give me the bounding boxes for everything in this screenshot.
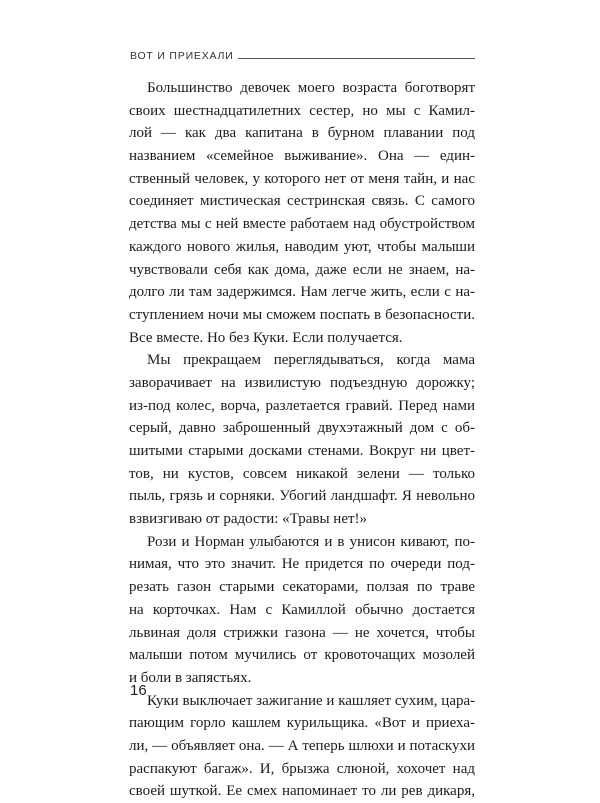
text-line: ступлением ночи мы сможем поспать в безопасности. bbox=[129, 306, 475, 323]
text-line: своей шуткой. Ее смех напоминает то ли рев дикаря, bbox=[129, 783, 475, 800]
text-line: резать газон старыми секаторами, ползая по траве bbox=[129, 579, 475, 596]
text-line: из-под колес, ворча, разлетается гравий. Перед нами bbox=[129, 397, 475, 414]
text-line: взвизгиваю от радости: «Травы нет!» bbox=[129, 511, 368, 528]
text-line: каждого нового жилья, наводим уют, чтобы малыши bbox=[129, 238, 475, 255]
text-line: тов, ни кустов, совсем никакой зелени — только bbox=[129, 465, 475, 482]
text-line: ли, — объявляет она. — А теперь шлюхи и потаскухи bbox=[129, 737, 475, 754]
text-line: Рози и Норман улыбаются и в унисон кивают, по- bbox=[147, 533, 475, 550]
text-line: и боли в запястьях. bbox=[129, 669, 252, 686]
text-line: Все вместе. Но без Куки. Если получается. bbox=[129, 329, 403, 346]
text-line: Куки выключает зажигание и кашляет сухим, цара- bbox=[147, 692, 475, 709]
text-line: чувствовали себя как дома, даже если не знаем, на- bbox=[129, 261, 475, 278]
text-line: своих шестнадцатилетних сестер, но мы с Камил- bbox=[129, 102, 475, 119]
header-rule bbox=[238, 58, 475, 59]
text-line: долго ли там задержимся. Нам легче жить, если с на- bbox=[129, 284, 475, 301]
text-line: ственный человек, у которого нет от меня тайн, и нас bbox=[129, 170, 475, 187]
page-number: 16 bbox=[130, 682, 147, 699]
text-line: заворачивает на извилистую подъездную дорожку; bbox=[129, 374, 475, 391]
text-line: соединяет мистическая сестринская связь. С самого bbox=[129, 193, 475, 210]
text-line: на корточках. Нам с Камиллой обычно достается bbox=[129, 601, 475, 618]
running-title: ВОТ И ПРИЕХАЛИ bbox=[130, 50, 234, 62]
text-line: Большинство девочек моего возраста боготворят bbox=[147, 80, 475, 96]
text-line: детства мы с ней вместе работаем над обустройством bbox=[129, 216, 475, 233]
text-line: серый, давно заброшенный двухэтажный дом с об- bbox=[129, 420, 475, 437]
text-line: пыль, грязь и сорняки. Убогий ландшафт. Я невольно bbox=[129, 488, 475, 505]
text-line: распакуют багаж». И, брызжа слюной, хохочет над bbox=[129, 760, 475, 777]
running-header bbox=[130, 50, 475, 62]
text-line: пающим горло кашлем курильщика. «Вот и приеха- bbox=[129, 715, 475, 732]
text-line: львиная доля стрижки газона — не хочется, чтобы bbox=[129, 624, 475, 641]
text-line: шитыми старыми досками стенами. Вокруг ни цвет- bbox=[129, 443, 475, 459]
text-line: малыши потом мучились от кровоточащих мозолей bbox=[129, 647, 475, 664]
body-text bbox=[129, 77, 475, 803]
text-line: названием «семейное выживание». Она — един- bbox=[129, 148, 475, 165]
text-line: Мы прекращаем переглядываться, когда мама bbox=[147, 352, 475, 369]
text-line: нимая, что это значит. Не придется по очереди под- bbox=[129, 556, 475, 573]
text-line: лой — как два капитана в бурном плавании под bbox=[129, 125, 475, 142]
